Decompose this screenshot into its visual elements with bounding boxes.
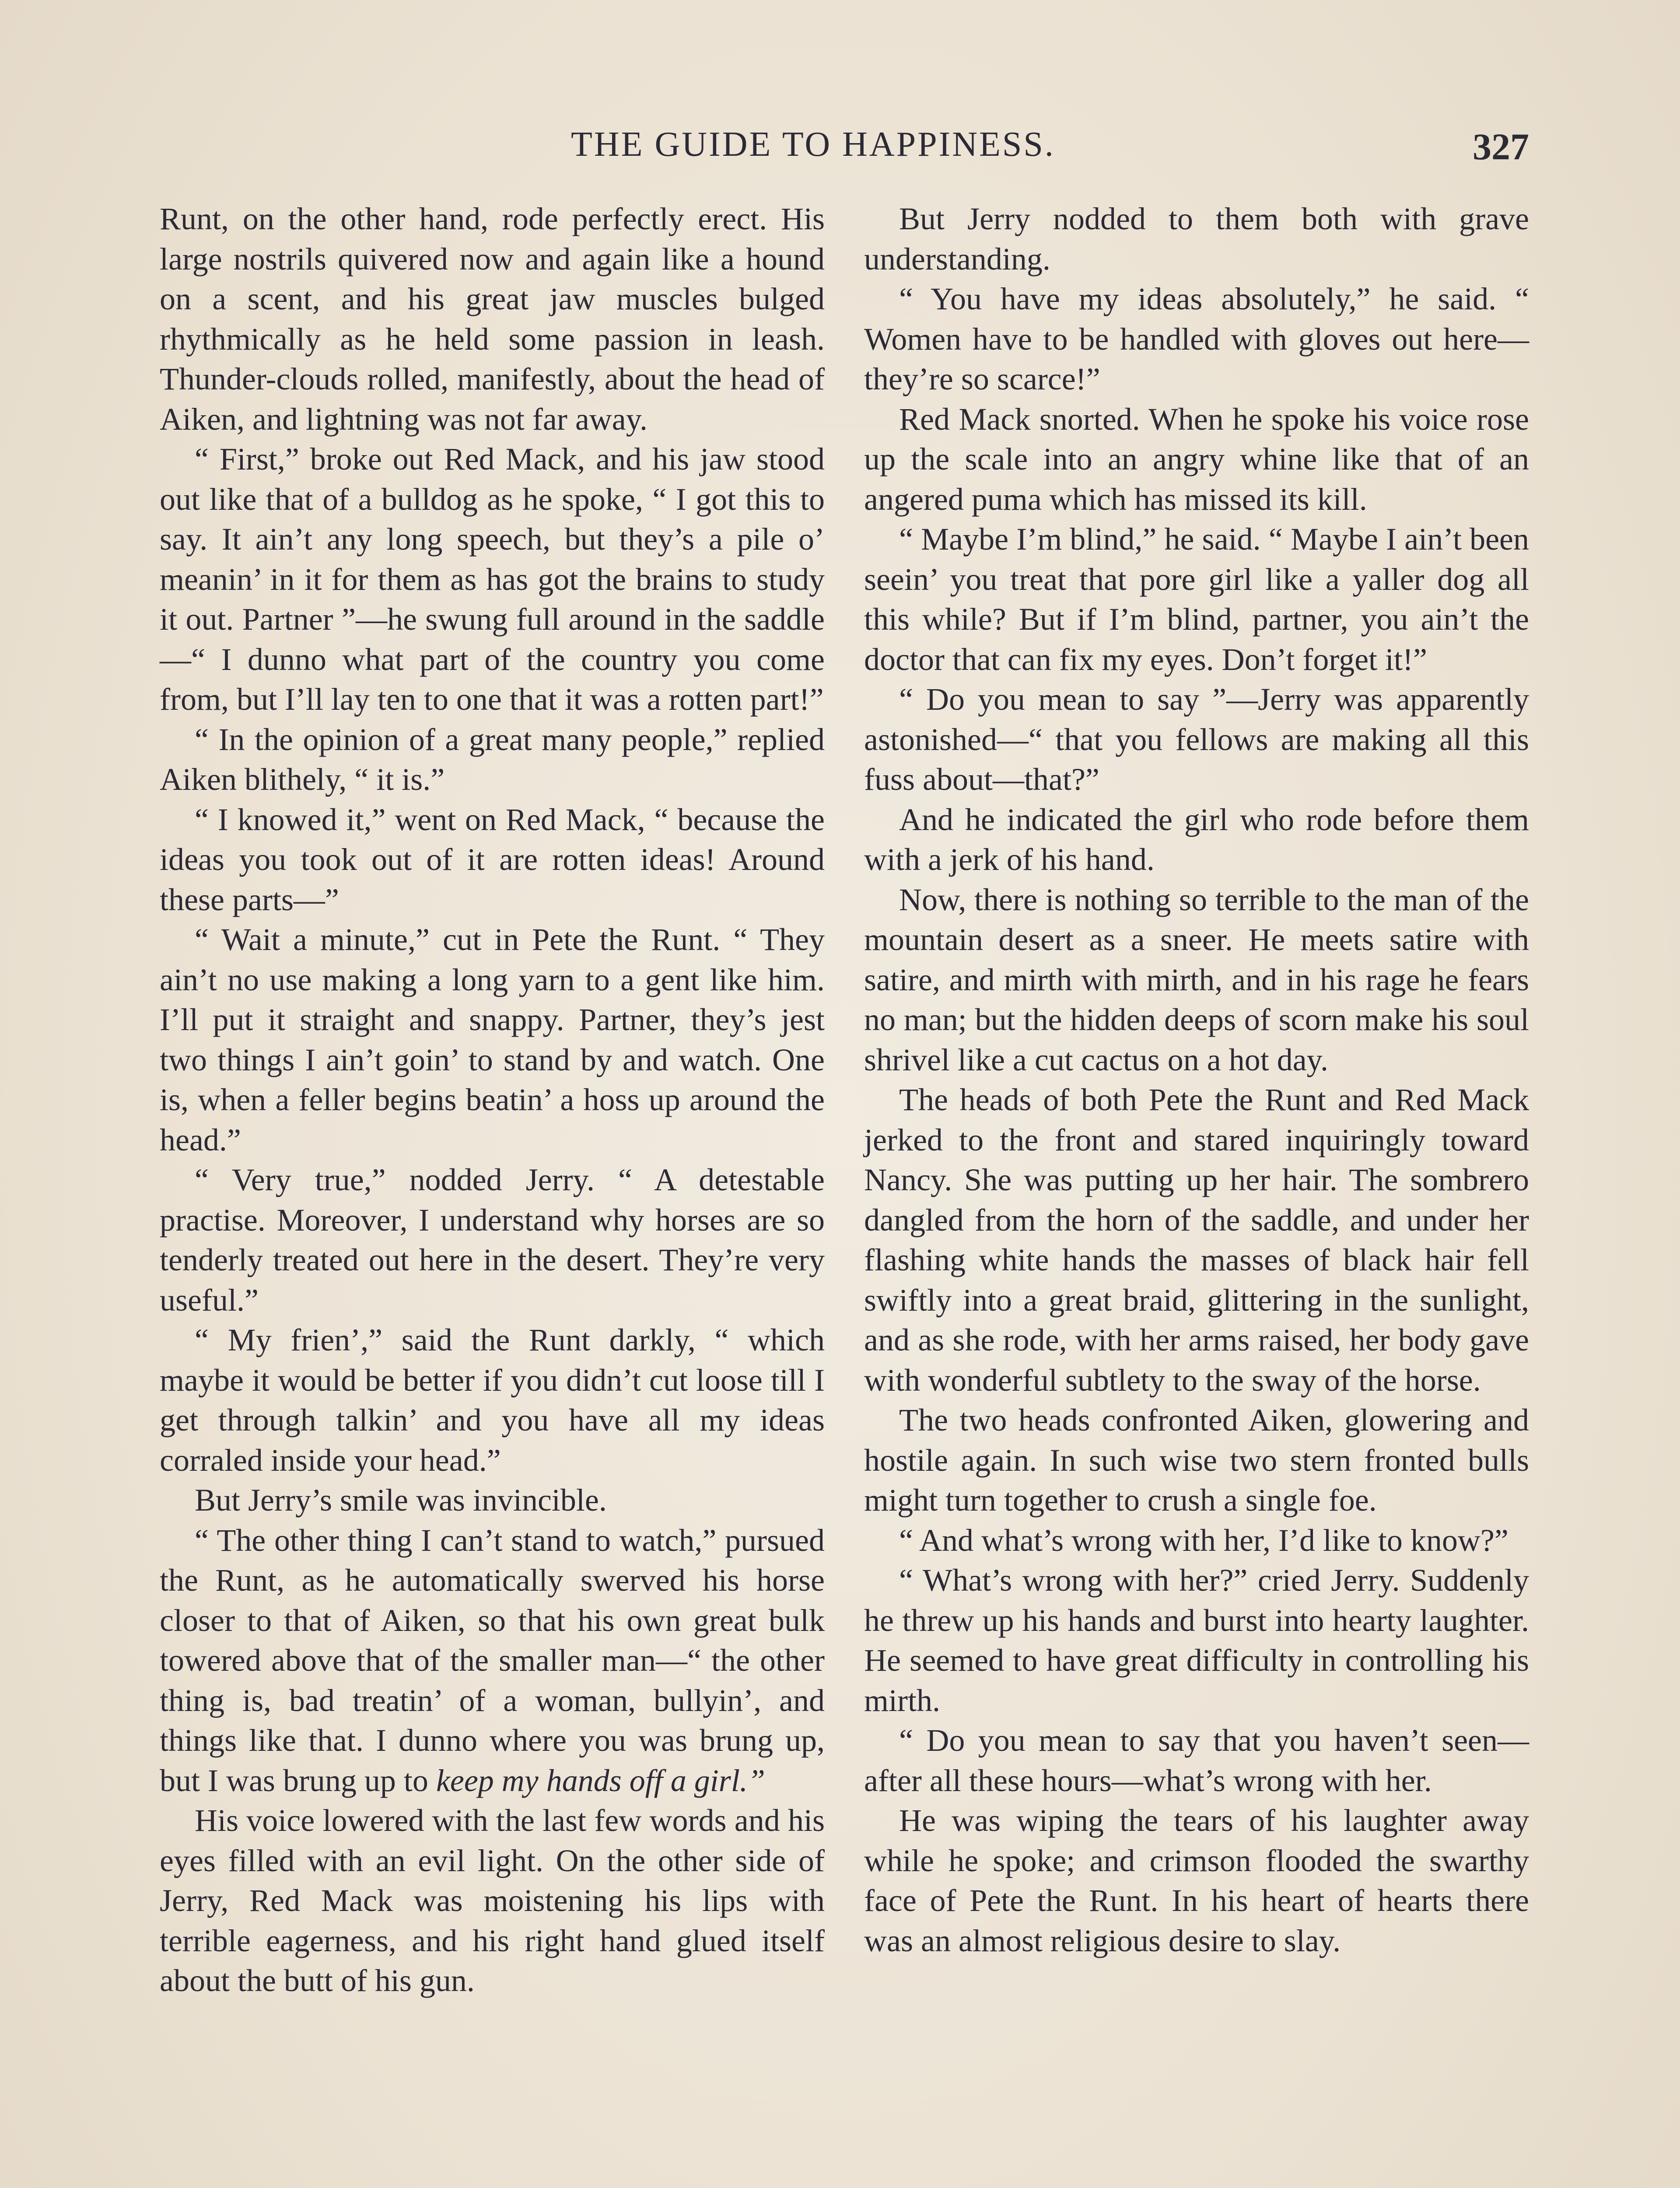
paragraph: He was wiping the tears of his laughter away while he spoke; and crimson flooded the swarthy face of Pete the Runt. In his heart of hearts there was an almost religious desire to slay. [864, 1803, 1529, 1958]
paragraph: His voice lowered with the last few words and his eyes filled with an evil light. On the other side of Jerry, Red Mack was moistening his lips with terrible eagerness, and his right hand glued itself about the butt of his gun. [160, 1803, 825, 1998]
paragraph: But Jerry nodded to them both with grave understanding. [864, 201, 1529, 277]
paragraph: “ In the opinion of a great many people,” replied Aiken blithely, “ it is.” [160, 722, 825, 797]
paragraph [160, 1521, 825, 1801]
page-header [160, 125, 1529, 173]
paragraph: “ First,” broke out Red Mack, and his jaw stood out like that of a bulldog as he spoke, “ I got this to say. It ain’t any long speech, but they’s a pile o’ meanin’ in it for them as has got the brains to study it out. Partner ”—he swung full around in the saddle—“ I dunno what part of the country you come from, but I’ll lay ten to one that it was a rotten part!” [160, 442, 825, 717]
paragraph: The two heads confronted Aiken, glowering and hostile again. In such wise two stern fronted bulls might turn together to crush a single foe. [864, 1403, 1529, 1518]
paragraph-text: “ The other thing I can’t stand to watch,” pursued the Runt, as he automatically swerved his horse closer to that of Aiken, so that his own great bulk towered above that of the smaller man—“ the other thing is, bad treatin’ of a woman, bullyin’, and things like that. I dunno where you was brung up, but I was brung up to [160, 1522, 825, 1798]
paragraph: But Jerry’s smile was invincible. [195, 1483, 607, 1518]
right-column [864, 199, 1529, 1961]
paragraph: “ Maybe I’m blind,” he said. “ Maybe I ain’t been seein’ you treat that pore girl like a yaller dog all this while? But if I’m blind, partner, you ain’t the doctor that can fix my eyes. Don’t forget it!” [864, 522, 1529, 677]
paragraph: “ Very true,” nodded Jerry. “ A detestable practise. Moreover, I understand why horses are so tenderly treated out here in the desert. They’re very useful.” [160, 1162, 825, 1318]
left-column [160, 199, 825, 2001]
paragraph: “ Do you mean to say ”—Jerry was apparently astonished—“ that you fellows are making all this fuss about—that?” [864, 682, 1529, 797]
paragraph: Now, there is nothing so terrible to the man of the mountain desert as a sneer. He meets satire with satire, and mirth with mirth, and in his rage he fears no man; but the hidden deeps of scorn make his soul shrivel like a cut cactus on a hot day. [864, 882, 1529, 1077]
paragraph: Runt, on the other hand, rode perfectly erect. His large nostrils quivered now and again like a hound on a scent, and his great jaw muscles bulged rhythmically as he held some passion in leash. Thunder-clouds rolled, manifestly, about the head of Aiken, and lightning was not far away. [160, 201, 825, 437]
paragraph: Red Mack snorted. When he spoke his voice rose up the scale into an angry whine like that of an angered puma which has missed its kill. [864, 401, 1529, 517]
text-body [160, 199, 1529, 2188]
paragraph: The heads of both Pete the Runt and Red Mack jerked to the front and stared inquiringly toward Nancy. She was putting up her hair. The sombrero dangled from the horn of the saddle, and under her flashing white hands the masses of black hair fell swiftly into a great braid, glittering in the sunlight, and as she rode, with her arms raised, her body gave with wonderful subtlety to the sway of the horse. [864, 1082, 1529, 1398]
paragraph: “ You have my ideas absolutely,” he said. “ Women have to be handled with gloves out here—they’re so scarce!” [864, 281, 1529, 396]
running-head: THE GUIDE TO HAPPINESS. [571, 125, 1055, 164]
paragraph: “ Wait a minute,” cut in Pete the Runt. “ They ain’t no use making a long yarn to a gent like him. I’ll put it straight and snappy. Partner, they’s jest two things I ain’t goin’ to stand by and watch. One is, when a feller begins beatin’ a hoss up around the head.” [160, 922, 825, 1157]
emphasis-text: keep my hands off a girl.” [436, 1763, 765, 1798]
page-number: 327 [1473, 126, 1529, 168]
paragraph: “ I knowed it,” went on Red Mack, “ because the ideas you took out of it are rotten ideas! Around these parts—” [160, 802, 825, 917]
paragraph: And he indicated the girl who rode before them with a jerk of his hand. [864, 802, 1529, 877]
paragraph: “ My frien’,” said the Runt darkly, “ which maybe it would be better if you didn’t cut loose till I get through talkin’ and you have all my ideas corraled inside your head.” [160, 1322, 825, 1478]
paragraph: “ And what’s wrong with her, I’d like to know?” [899, 1522, 1508, 1558]
paragraph: “ Do you mean to say that you haven’t seen—after all these hours—what’s wrong with her. [864, 1723, 1529, 1798]
paragraph: “ What’s wrong with her?” cried Jerry. Suddenly he threw up his hands and burst into hearty laughter. He seemed to have great difficulty in controlling his mirth. [864, 1563, 1529, 1718]
